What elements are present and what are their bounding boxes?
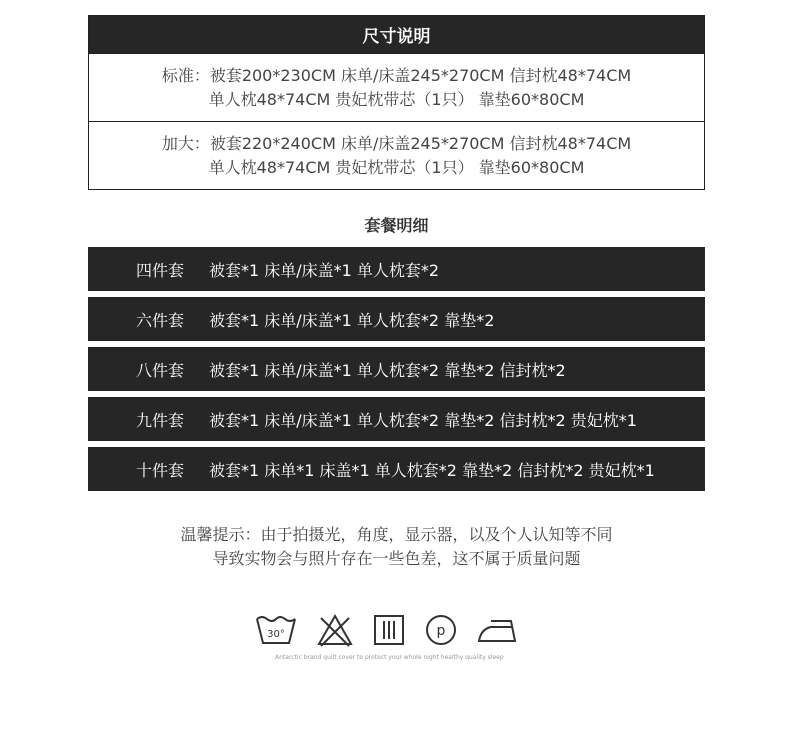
package-name: 十件套 — [136, 460, 185, 480]
size-row-line: 单人枕48*74CM 贵妃枕带芯（1只） 靠垫60*80CM — [208, 157, 585, 177]
package-row-10pc — [88, 447, 705, 491]
size-table-title: 尺寸说明 — [89, 16, 704, 53]
package-row-9pc — [88, 397, 705, 441]
package-items: 被套*1 床单/床盖*1 单人枕套*2 靠垫*2 信封枕*2 贵妃枕*1 — [209, 410, 637, 430]
size-row-line: 单人枕48*74CM 贵妃枕带芯（1只） 靠垫60*80CM — [208, 89, 585, 109]
size-row-large — [89, 121, 704, 189]
package-title: 套餐明细 — [364, 216, 429, 235]
package-name: 八件套 — [136, 360, 185, 380]
dry-clean-p-icon — [425, 614, 457, 646]
package-name: 四件套 — [136, 260, 185, 280]
dry-clean-letter: p — [436, 623, 446, 639]
color-difference-tip — [88, 523, 705, 571]
size-row-line: 加大：被套220*240CM 床单/床盖245*270CM 信封枕48*74CM — [161, 133, 632, 153]
tip-line: 导致实物会与照片存在一些色差，这不属于质量问题 — [212, 549, 581, 568]
care-icons — [255, 613, 539, 647]
size-table — [88, 15, 705, 190]
package-row-4pc — [88, 247, 705, 291]
care-caption: Antarctic brand quilt cover to protect your whole night healthy quality sleep — [275, 654, 504, 661]
no-bleach-icon — [317, 613, 353, 647]
package-name: 六件套 — [136, 310, 185, 330]
package-items: 被套*1 床单*1 床盖*1 单人枕套*2 靠垫*2 信封枕*2 贵妃枕*1 — [209, 460, 655, 480]
package-items: 被套*1 床单/床盖*1 单人枕套*2 — [209, 260, 440, 280]
iron-icon — [477, 615, 519, 645]
wash-30-icon — [255, 613, 297, 647]
package-name: 九件套 — [136, 410, 185, 430]
tip-line: 温馨提示：由于拍摄光，角度，显示器，以及个人认知等不同 — [180, 525, 613, 544]
package-row-8pc — [88, 347, 705, 391]
line-dry-icon — [373, 614, 405, 646]
wash-temp-label: 30° — [267, 629, 285, 640]
package-items: 被套*1 床单/床盖*1 单人枕套*2 靠垫*2 信封枕*2 — [209, 360, 566, 380]
package-row-6pc — [88, 297, 705, 341]
size-row-standard — [89, 53, 704, 121]
size-row-line: 标准：被套200*230CM 床单/床盖245*270CM 信封枕48*74CM — [161, 65, 632, 85]
package-items: 被套*1 床单/床盖*1 单人枕套*2 靠垫*2 — [209, 310, 495, 330]
